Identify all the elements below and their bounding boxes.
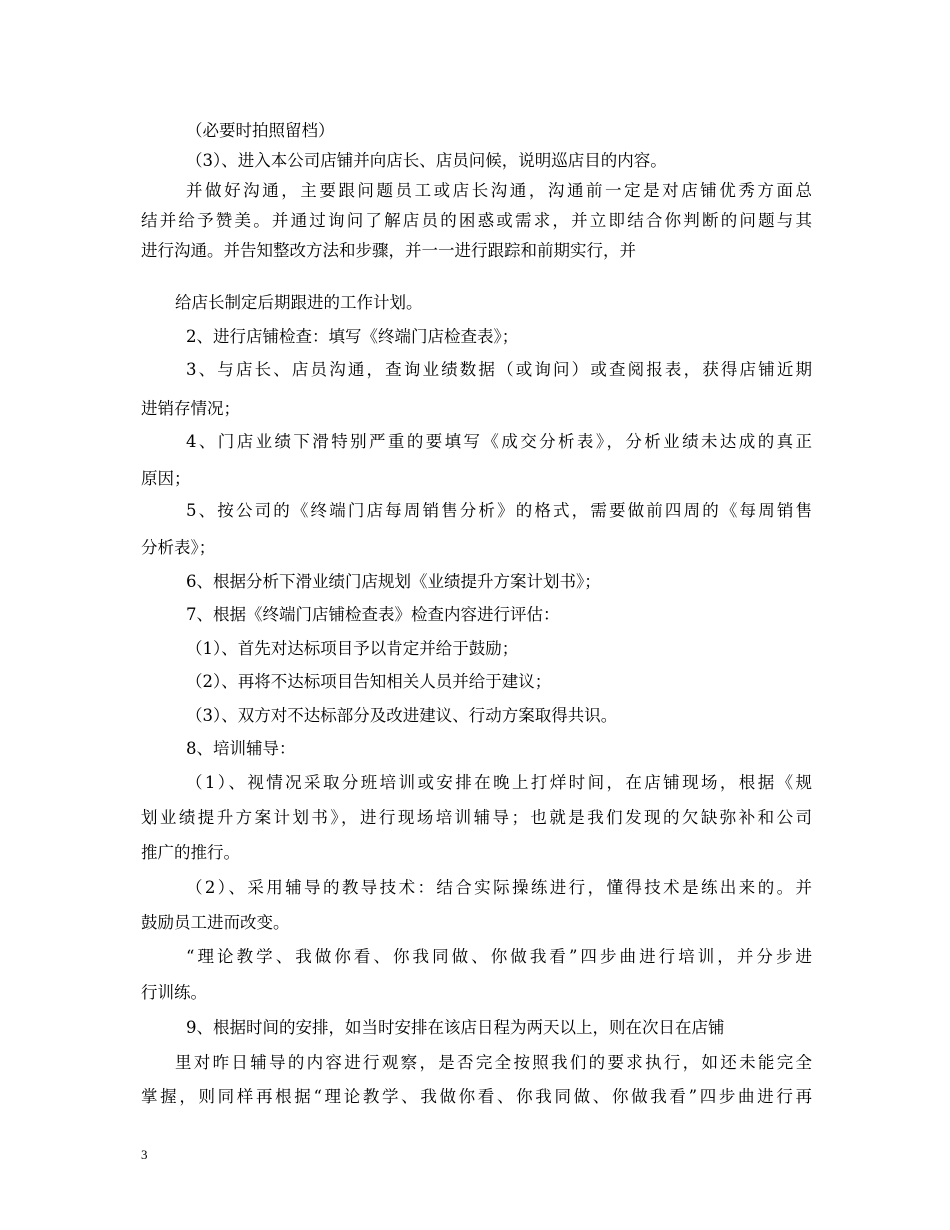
text-line-10: 4、门店业绩下滑特别严重的要填写《成交分析表》，分析业绩未达成的真正 <box>186 432 812 451</box>
text-line-16: （1）、首先对达标项目予以肯定并给于鼓励； <box>186 639 519 658</box>
text-line-26: 行训练。 <box>141 983 207 1002</box>
text-line-29: 掌握，则同样再根据“理论教学、我做你看、你我同做、你做我看”四步曲进行再 <box>141 1087 812 1106</box>
text-line-8: 3、与店长、店员沟通，查询业绩数据（或询问）或查阅报表，获得店铺近期 <box>186 360 812 379</box>
text-line-28: 里对昨日辅导的内容进行观察，是否完全按照我们的要求执行，如还未能完全 <box>175 1053 812 1072</box>
text-line-15: 7、根据《终端门店铺检查表》检查内容进行评估： <box>186 605 560 624</box>
text-line-9: 进销存情况； <box>141 399 240 418</box>
text-line-7: 2、进行店铺检查：填写《终端门店检查表》； <box>186 327 519 346</box>
text-line-23: （2）、采用辅导的教导技术：结合实际操练进行，懂得技术是练出来的。并 <box>186 878 812 897</box>
text-line-5: 进行沟通。并告知整改方法和步骤，并一一进行跟踪和前期实行，并 <box>141 241 636 260</box>
text-line-13: 分析表》； <box>141 538 216 557</box>
text-line-4: 结并给予赞美。并通过询问了解店员的困惑或需求，并立即结合你判断的问题与其 <box>141 211 812 230</box>
text-line-17: （2）、再将不达标项目告知相关人员并给于建议； <box>186 672 552 691</box>
text-line-1: （必要时拍照留档） <box>186 121 335 140</box>
text-line-2: （3）、进入本公司店铺并向店长、店员问候，说明巡店目的内容。 <box>186 151 667 170</box>
text-line-18: （3）、双方对不达标部分及改进建议、行动方案取得共识。 <box>186 706 618 725</box>
text-line-14: 6、根据分析下滑业绩门店规划《业绩提升方案计划书》； <box>186 572 601 591</box>
text-line-25: “理论教学、我做你看、你我同做、你做我看”四步曲进行培训，并分步进 <box>186 947 812 966</box>
text-line-27: 9、根据时间的安排，如当时安排在该店日程为两天以上，则在次日在店铺 <box>186 1018 725 1037</box>
text-line-6: 给店长制定后期跟进的工作计划。 <box>175 293 423 312</box>
text-line-20: （1）、视情况采取分班培训或安排在晚上打烊时间，在店铺现场，根据《规 <box>186 773 812 792</box>
page-number: 3 <box>141 1147 148 1162</box>
text-line-12: 5、按公司的《终端门店每周销售分析》的格式，需要做前四周的《每周销售 <box>186 501 812 520</box>
text-line-21: 划业绩提升方案计划书》，进行现场培训辅导；也就是我们发现的欠缺弥补和公司 <box>141 808 812 827</box>
text-line-11: 原因； <box>141 469 191 488</box>
text-line-3: 并做好沟通，主要跟问题员工或店长沟通，沟通前一定是对店铺优秀方面总 <box>186 181 812 200</box>
text-line-24: 鼓励员工进而改变。 <box>141 913 290 932</box>
text-line-19: 8、培训辅导： <box>186 739 296 758</box>
text-line-22: 推广的推行。 <box>141 843 240 862</box>
